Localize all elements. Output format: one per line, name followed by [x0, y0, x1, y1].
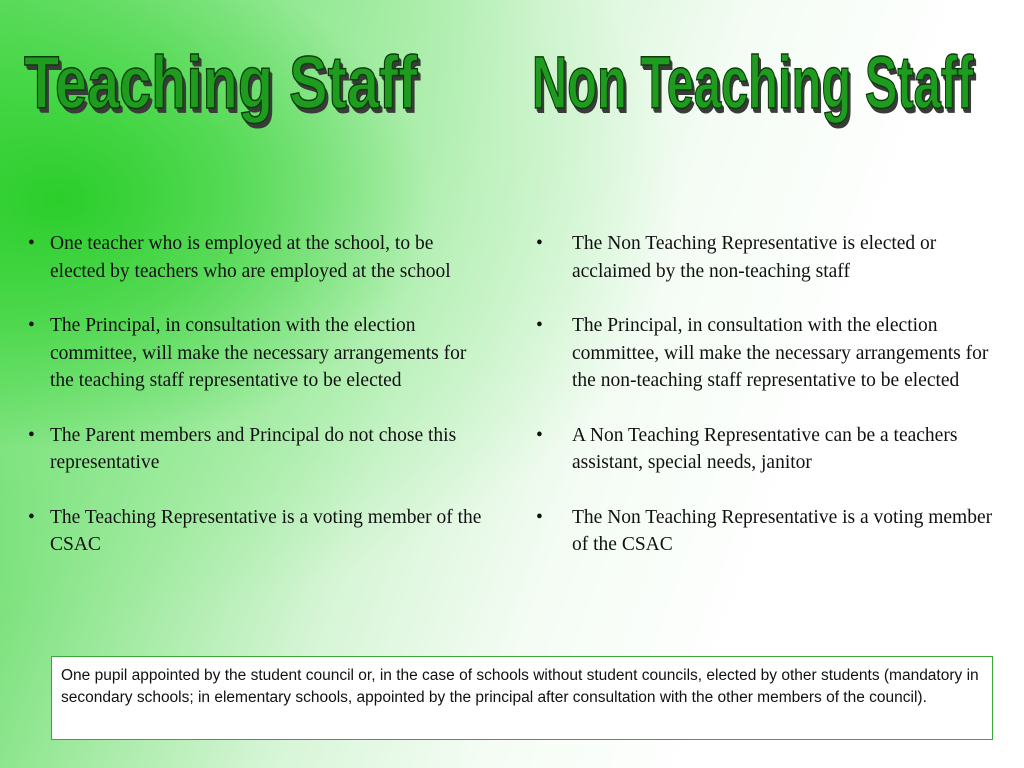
bullet-icon: • [28, 233, 35, 254]
non-teaching-bullet [536, 504, 996, 559]
non-teaching-bullet-text: The Non Teaching Representative is a voting member of the CSAC [572, 506, 993, 555]
teaching-bullet-text: The Parent members and Principal do not chose this representative [50, 424, 457, 473]
teaching-bullet-text: The Teaching Representative is a voting member of the CSAC [50, 506, 482, 555]
bullet-icon: • [28, 424, 35, 446]
bullet-icon: • [536, 506, 543, 528]
teaching-bullet [28, 312, 488, 395]
non-teaching-staff-column [536, 230, 996, 586]
bullet-icon: • [28, 506, 35, 528]
teaching-staff-column [28, 230, 488, 586]
teaching-bullet [28, 230, 488, 285]
teaching-bullet-text: One teacher who is employed at the school, to be elected by teachers who are employed at the school [50, 233, 451, 282]
bullet-icon: • [536, 315, 543, 336]
non-teaching-staff-title: Non Teaching Staff [532, 41, 974, 124]
non-teaching-bullet-text: The Non Teaching Representative is elected or acclaimed by the non-teaching staff [572, 233, 937, 282]
teaching-bullet [28, 422, 488, 477]
non-teaching-bullet [536, 230, 996, 285]
non-teaching-bullet-text: A Non Teaching Representative can be a teachers assistant, special needs, janitor [572, 424, 958, 473]
non-teaching-bullet [536, 422, 996, 477]
bullet-icon: • [536, 233, 543, 254]
non-teaching-bullet-text: The Principal, in consultation with the election committee, will make the necessary arrangements for the non-teaching staff representative to be elected [572, 315, 989, 391]
non-teaching-bullet [536, 312, 996, 395]
bullet-icon: • [28, 315, 35, 336]
bullet-icon: • [536, 424, 543, 446]
student-representative-note: One pupil appointed by the student council or, in the case of schools without student councils, elected by other students (mandatory in secondary schools; in elementary schools, appointed by the principal after consultation with the other members of the council). [51, 656, 993, 740]
teaching-bullet [28, 504, 488, 559]
teaching-bullet-text: The Principal, in consultation with the election committee, will make the necessary arrangements for the teaching staff representative to be elected [50, 315, 467, 391]
teaching-staff-title: Teaching Staff [24, 41, 418, 124]
